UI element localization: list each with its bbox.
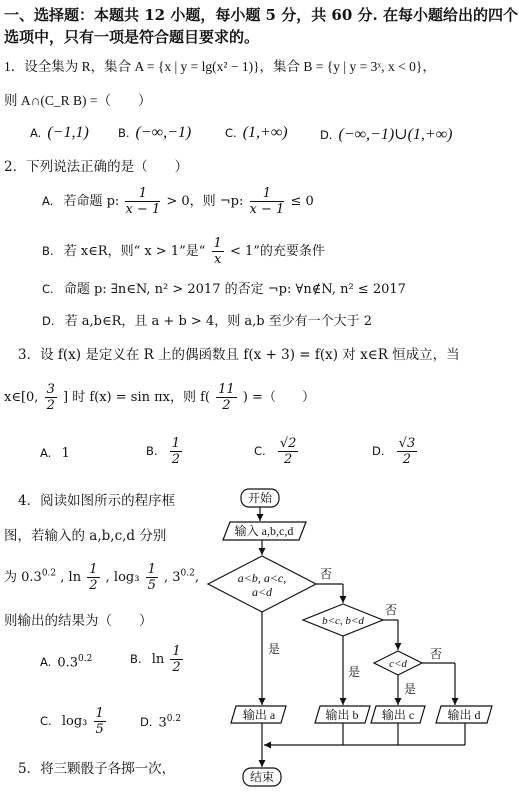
q3-line2-frac2: $\frac{11}{2}$: [218, 382, 235, 413]
q4-line3-frac2: $\frac{1}{5}$: [147, 562, 156, 593]
flow-yes-2: 是: [348, 665, 361, 679]
flow-no-3: 否: [430, 647, 443, 661]
q3-option-a-text: 1: [61, 446, 70, 461]
q1-option-c-label: C.: [225, 126, 237, 140]
q4-option-a-exp: 0.2: [78, 654, 93, 664]
q3-option-d-frac: $\frac{√3}{2}$: [398, 436, 416, 467]
q2-option-a-label: A.: [42, 194, 54, 208]
flow-input-label: 输入 a,b,c,d: [234, 524, 294, 538]
flow-cond1-line2: a<d: [251, 585, 273, 599]
q2-option-a-pre: 若命题 p:: [63, 194, 120, 209]
q2-option-d-text: 若 a,b∈R，且 a + b > 4，则 a,b 至少有一个大于 2: [64, 314, 373, 329]
q2-option-c-text: 命题 p: ∃n∈N, n² > 2017 的否定 ¬p: ∀n∉N, n² ≤ 2017: [63, 282, 406, 297]
flow-end-label: 结束: [249, 770, 275, 784]
q4-option-b-frac: $\frac{1}{2}$: [172, 644, 181, 675]
q4-line3-pre: 为 0.3: [4, 570, 42, 585]
flow-start-label: 开始: [247, 491, 273, 505]
q1-option-d-text: (−∞,−1)∪(1,+∞): [338, 126, 453, 143]
q3-stem-line1: 3．设 f(x) 是定义在 R 上的偶函数且 f(x + 3) = f(x) 对 x∈R 恒成立，当: [18, 347, 460, 363]
q4-option-d-exp: 0.2: [166, 714, 182, 724]
q1-option-b-label: B.: [118, 126, 130, 140]
q4-stem-line4: 则输出的结果为（ ）: [4, 613, 153, 629]
q4-option-a-label: A.: [40, 655, 52, 670]
q2-option-b-frac: $\frac{1}{x}$: [213, 236, 222, 267]
q2-option-b-label: B.: [42, 244, 54, 258]
q1-stem-line2: 则 A∩(C_R B) =（ ）: [4, 93, 152, 108]
q4-option-d-base: 3: [158, 715, 167, 731]
q4-line3-post: ,: [194, 570, 200, 585]
q4-line3-exp: 0.2: [41, 568, 57, 579]
q2-option-b-pre: 若 x∈R，则“ x > 1”是“: [63, 244, 206, 259]
section-heading-line2: 选项中，只有一项是符合题目要求的。: [4, 28, 260, 46]
q1-stem-line1: 1．设全集为 R，集合 A = {x | y = lg(x² − 1)}，集合 B = {y | y = 3ˣ, x < 0}，: [4, 59, 436, 74]
flow-out-d-label: 输出 d: [447, 708, 481, 722]
q2-option-c-label: C.: [42, 282, 54, 296]
section-heading-line1: 一、选择题：本题共 12 小题，每小题 5 分，共 60 分. 在每小题给出的四个: [4, 6, 518, 24]
q3-option-d-label: D.: [372, 444, 385, 458]
q4-line3-mid3: , 3: [164, 570, 181, 585]
q4-line3-mid: , ln: [60, 570, 82, 585]
q3-line2-mid: ] 时 f(x) = sin πx，则 f(: [63, 390, 211, 405]
q3-line2-post: ) =（ ）: [242, 390, 315, 405]
flow-yes-3: 是: [404, 682, 417, 696]
q4-line3-frac1: $\frac{1}{2}$: [89, 562, 98, 593]
q4-line3-exp2: 0.2: [180, 568, 195, 579]
q3-option-c-frac: $\frac{√2}{2}$: [279, 436, 297, 467]
q3-option-c-label: C.: [254, 444, 266, 458]
q2-option-a-frac1: $\frac{1}{x - 1}$: [125, 186, 161, 217]
flow-out-a-label: 输出 a: [242, 708, 276, 722]
q1-option-c-text: (1,+∞): [242, 124, 288, 141]
flow-cond3-label: c<d: [389, 658, 407, 670]
q4-option-d-label: D.: [140, 715, 153, 730]
q3-option-b-label: B.: [146, 444, 158, 458]
flow-cond2-label: b<c, b<d: [322, 615, 364, 627]
q2-stem: 2．下列说法正确的是（ ）: [4, 159, 189, 175]
q1-option-d-label: D.: [320, 128, 333, 142]
flow-out-c-label: 输出 c: [381, 708, 415, 722]
q1-option-b-text: (−∞,−1): [135, 124, 192, 141]
flow-cond1-line1: a<b, a<c,: [237, 571, 287, 585]
q2-option-d-label: D.: [42, 314, 55, 328]
q1-option-a-text: (−1,1): [47, 124, 89, 141]
q3-line2-frac1: $\frac{3}{2}$: [46, 382, 55, 413]
q2-option-a-post: ≤ 0: [290, 194, 314, 209]
q3-option-a-label: A.: [40, 446, 52, 460]
q4-option-c-pre: log₃: [61, 714, 88, 729]
q3-option-b-frac: $\frac{1}{2}$: [171, 436, 180, 467]
flow-no-2: 否: [385, 603, 398, 617]
q4-option-a-base: 0.3: [57, 655, 79, 671]
q4-stem-line2: 图，若输入的 a,b,c,d 分别: [4, 528, 167, 544]
q2-option-a-mid: > 0，则 ¬p:: [166, 194, 244, 209]
flow-no-1: 否: [320, 567, 333, 581]
q2-option-b-post: < 1”的充要条件: [229, 244, 325, 259]
q4-line3-mid2: , log₃: [105, 570, 140, 585]
q4-stem-line1: 4．阅读如图所示的程序框: [18, 493, 176, 509]
q2-option-a-frac2: $\frac{1}{x - 1}$: [249, 186, 285, 217]
q4-option-b-label: B.: [130, 652, 142, 666]
flow-out-b-label: 输出 b: [325, 708, 359, 722]
q5-stem-line1: 5．将三颗骰子各掷一次，: [18, 761, 176, 777]
q4-option-b-pre: ln: [151, 652, 165, 667]
flow-yes-1: 是: [268, 642, 281, 656]
q1-option-a-label: A.: [30, 126, 42, 140]
q4-option-c-label: C.: [40, 714, 52, 728]
q4-option-c-frac: $\frac{1}{5}$: [95, 706, 104, 737]
q3-line2-pre: x∈[0,: [4, 390, 39, 405]
